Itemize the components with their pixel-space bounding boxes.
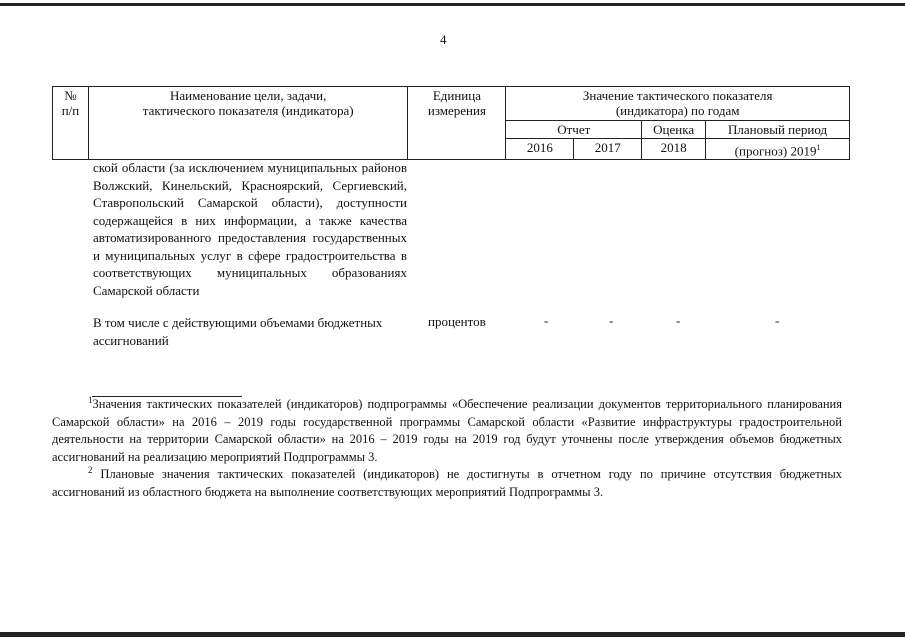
col-values-header: Значение тактического показателя (индикатора) по годам [506,87,850,121]
plan-header: Плановый период [706,121,850,139]
year-2017-header: 2017 [574,139,642,160]
estimate-header: Оценка [642,121,706,139]
row-2-value-2019: - [775,313,780,328]
bottom-border-line [0,632,905,637]
row-2-unit: процентов [428,314,486,329]
year-2016-header: 2016 [506,139,574,160]
footnote-1: $^1$Значения тактических показателей (индикаторов) подпрограммы «Обеспечение реализации документов территориального планирования Самарской области» на 2016 – 2019 годы государственной программы Самарской области «Развитие инфраструктуры градостроительной деятельности на территории Самарской области» на 2016 – 2019 годы на 2019 год будут уточнены после утверждения объемов бюджетных ассигнований на реализацию мероприятий Подпрограммы 3. [52,394,842,464]
footnote-2: $^2$ Плановые значения тактических показателей (индикаторов) не достигнуты в отчетном году по причине отсутствия бюджетных ассигнований из областного бюджета на выполнение соответствующих мероприятий Подпрограммы 3. [52,464,843,499]
plan-footnote-mark: 1 [816,143,821,152]
row-2-value-2017: - [609,313,614,328]
col-unit-header: Единица измерения [408,87,506,160]
row-2-value-2016: - [544,313,549,328]
report-header: Отчет [506,121,642,139]
row-2-value-2018: - [676,313,681,328]
plan-forecast-header: (прогноз) 2019$^1$ [706,139,850,160]
col-name-header: Наименование цели, задачи, тактического показателя (индикатора) [88,87,407,160]
page-number: 4 [440,32,447,47]
top-border-line [0,3,905,6]
footnotes [52,396,842,501]
row-1-name: ской области (за исключением муниципальных районов Волжский, Кинельский, Красноярский, Сергиевский, Ставропольский Самарской области), доступности содержащейся в них информации, а также качества автоматизированного предоставления государственных и муниципальных услуг в сфере градостроительства в соответствующих муниципальных образованиях Самарской области [93,160,407,298]
col-number-header: № п/п [53,87,89,160]
table-header [52,86,850,160]
year-2018-header: 2018 [642,139,706,160]
row-2-name: В том числе с действующими объемами бюджетных ассигнований [93,315,383,348]
